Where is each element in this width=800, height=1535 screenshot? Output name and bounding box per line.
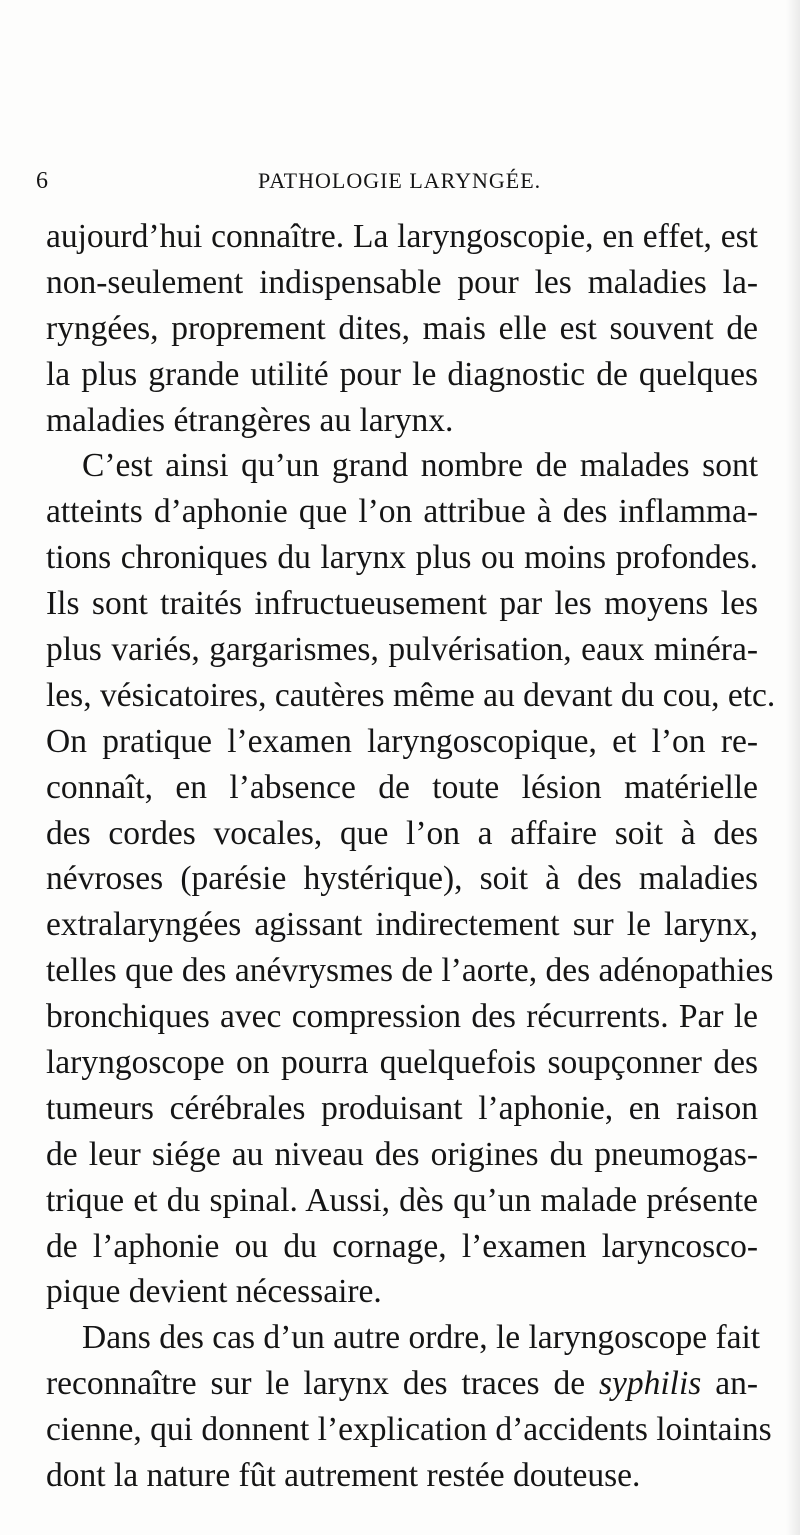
paragraph-2 — [46, 443, 776, 1315]
text-line: tions chroniques du larynx plus ou moins profondes. — [46, 539, 758, 577]
page-edge-shadow — [786, 0, 800, 1535]
text-line: Dans des cas d’un autre ordre, le laryngoscope fait — [82, 1319, 761, 1357]
text-line: telles que des anévrysmes de l’aorte, des adénopathies — [46, 952, 774, 990]
text-line: des cordes vocales, que l’on a affaire soit à des — [46, 814, 758, 852]
text-line: C’est ainsi qu’un grand nombre de malades sont — [82, 447, 758, 485]
text-line: la plus grande utilité pour le diagnostic de quelques — [46, 355, 758, 393]
text-line: trique et du spinal. Aussi, dès qu’un malade présente — [46, 1181, 758, 1219]
text-line: maladies étrangères au larynx. — [46, 401, 454, 439]
italic-word: syphilis — [598, 1365, 702, 1403]
text-line: connaît, en l’absence de toute lésion matérielle — [46, 768, 758, 806]
text-line: non-seulement indispensable pour les maladies la- — [46, 263, 758, 301]
text-line: laryngoscope on pourra quelquefois soupçonner des — [46, 1044, 758, 1082]
paragraph-1 — [46, 214, 758, 443]
text-line: cienne, qui donnent l’explication d’accidents lointains — [46, 1411, 772, 1449]
running-head: PATHOLOGIE LARYNGÉE. — [258, 168, 542, 193]
text-line: extralaryngées agissant indirectement sur le larynx, — [46, 906, 758, 944]
text-line: névroses (parésie hystérique), soit à des maladies — [46, 860, 758, 898]
text-line: bronchiques avec compression des récurrents. Par le — [46, 998, 758, 1036]
page-number: 6 — [36, 168, 48, 194]
text-segment: reconnaître sur le larynx des traces de — [46, 1365, 599, 1403]
text-line: On pratique l’examen laryngoscopique, et l’on re- — [46, 722, 758, 760]
text-segment: an- — [701, 1365, 759, 1403]
text-line: aujourd’hui connaître. La laryngoscopie, en effet, est — [46, 218, 758, 255]
text-line: atteints d’aphonie que l’on attribue à des inflamma- — [46, 493, 758, 531]
text-line: Ils sont traités infructueusement par les moyens les — [46, 585, 758, 623]
text-line: de l’aphonie ou du cornage, l’examen laryncosco- — [46, 1227, 758, 1265]
text-line: de leur siége au niveau des origines du pneumogas- — [46, 1135, 758, 1173]
text-line: pique devient nécessaire. — [46, 1273, 382, 1311]
text-line: plus variés, gargarismes, pulvérisation, eaux minéra- — [46, 631, 758, 669]
text-line: ryngées, proprement dites, mais elle est souvent de — [46, 309, 758, 347]
body-text — [46, 214, 776, 1499]
text-line: les, vésicatoires, cautères même au devant du cou, etc. — [46, 676, 776, 714]
page-header — [36, 168, 756, 198]
text-line: tumeurs cérébrales produisant l’aphonie, en raison — [46, 1089, 758, 1127]
text-line-with-italic — [46, 1361, 758, 1407]
paragraph-3 — [46, 1315, 772, 1499]
text-line: dont la nature fût autrement restée douteuse. — [46, 1457, 641, 1495]
